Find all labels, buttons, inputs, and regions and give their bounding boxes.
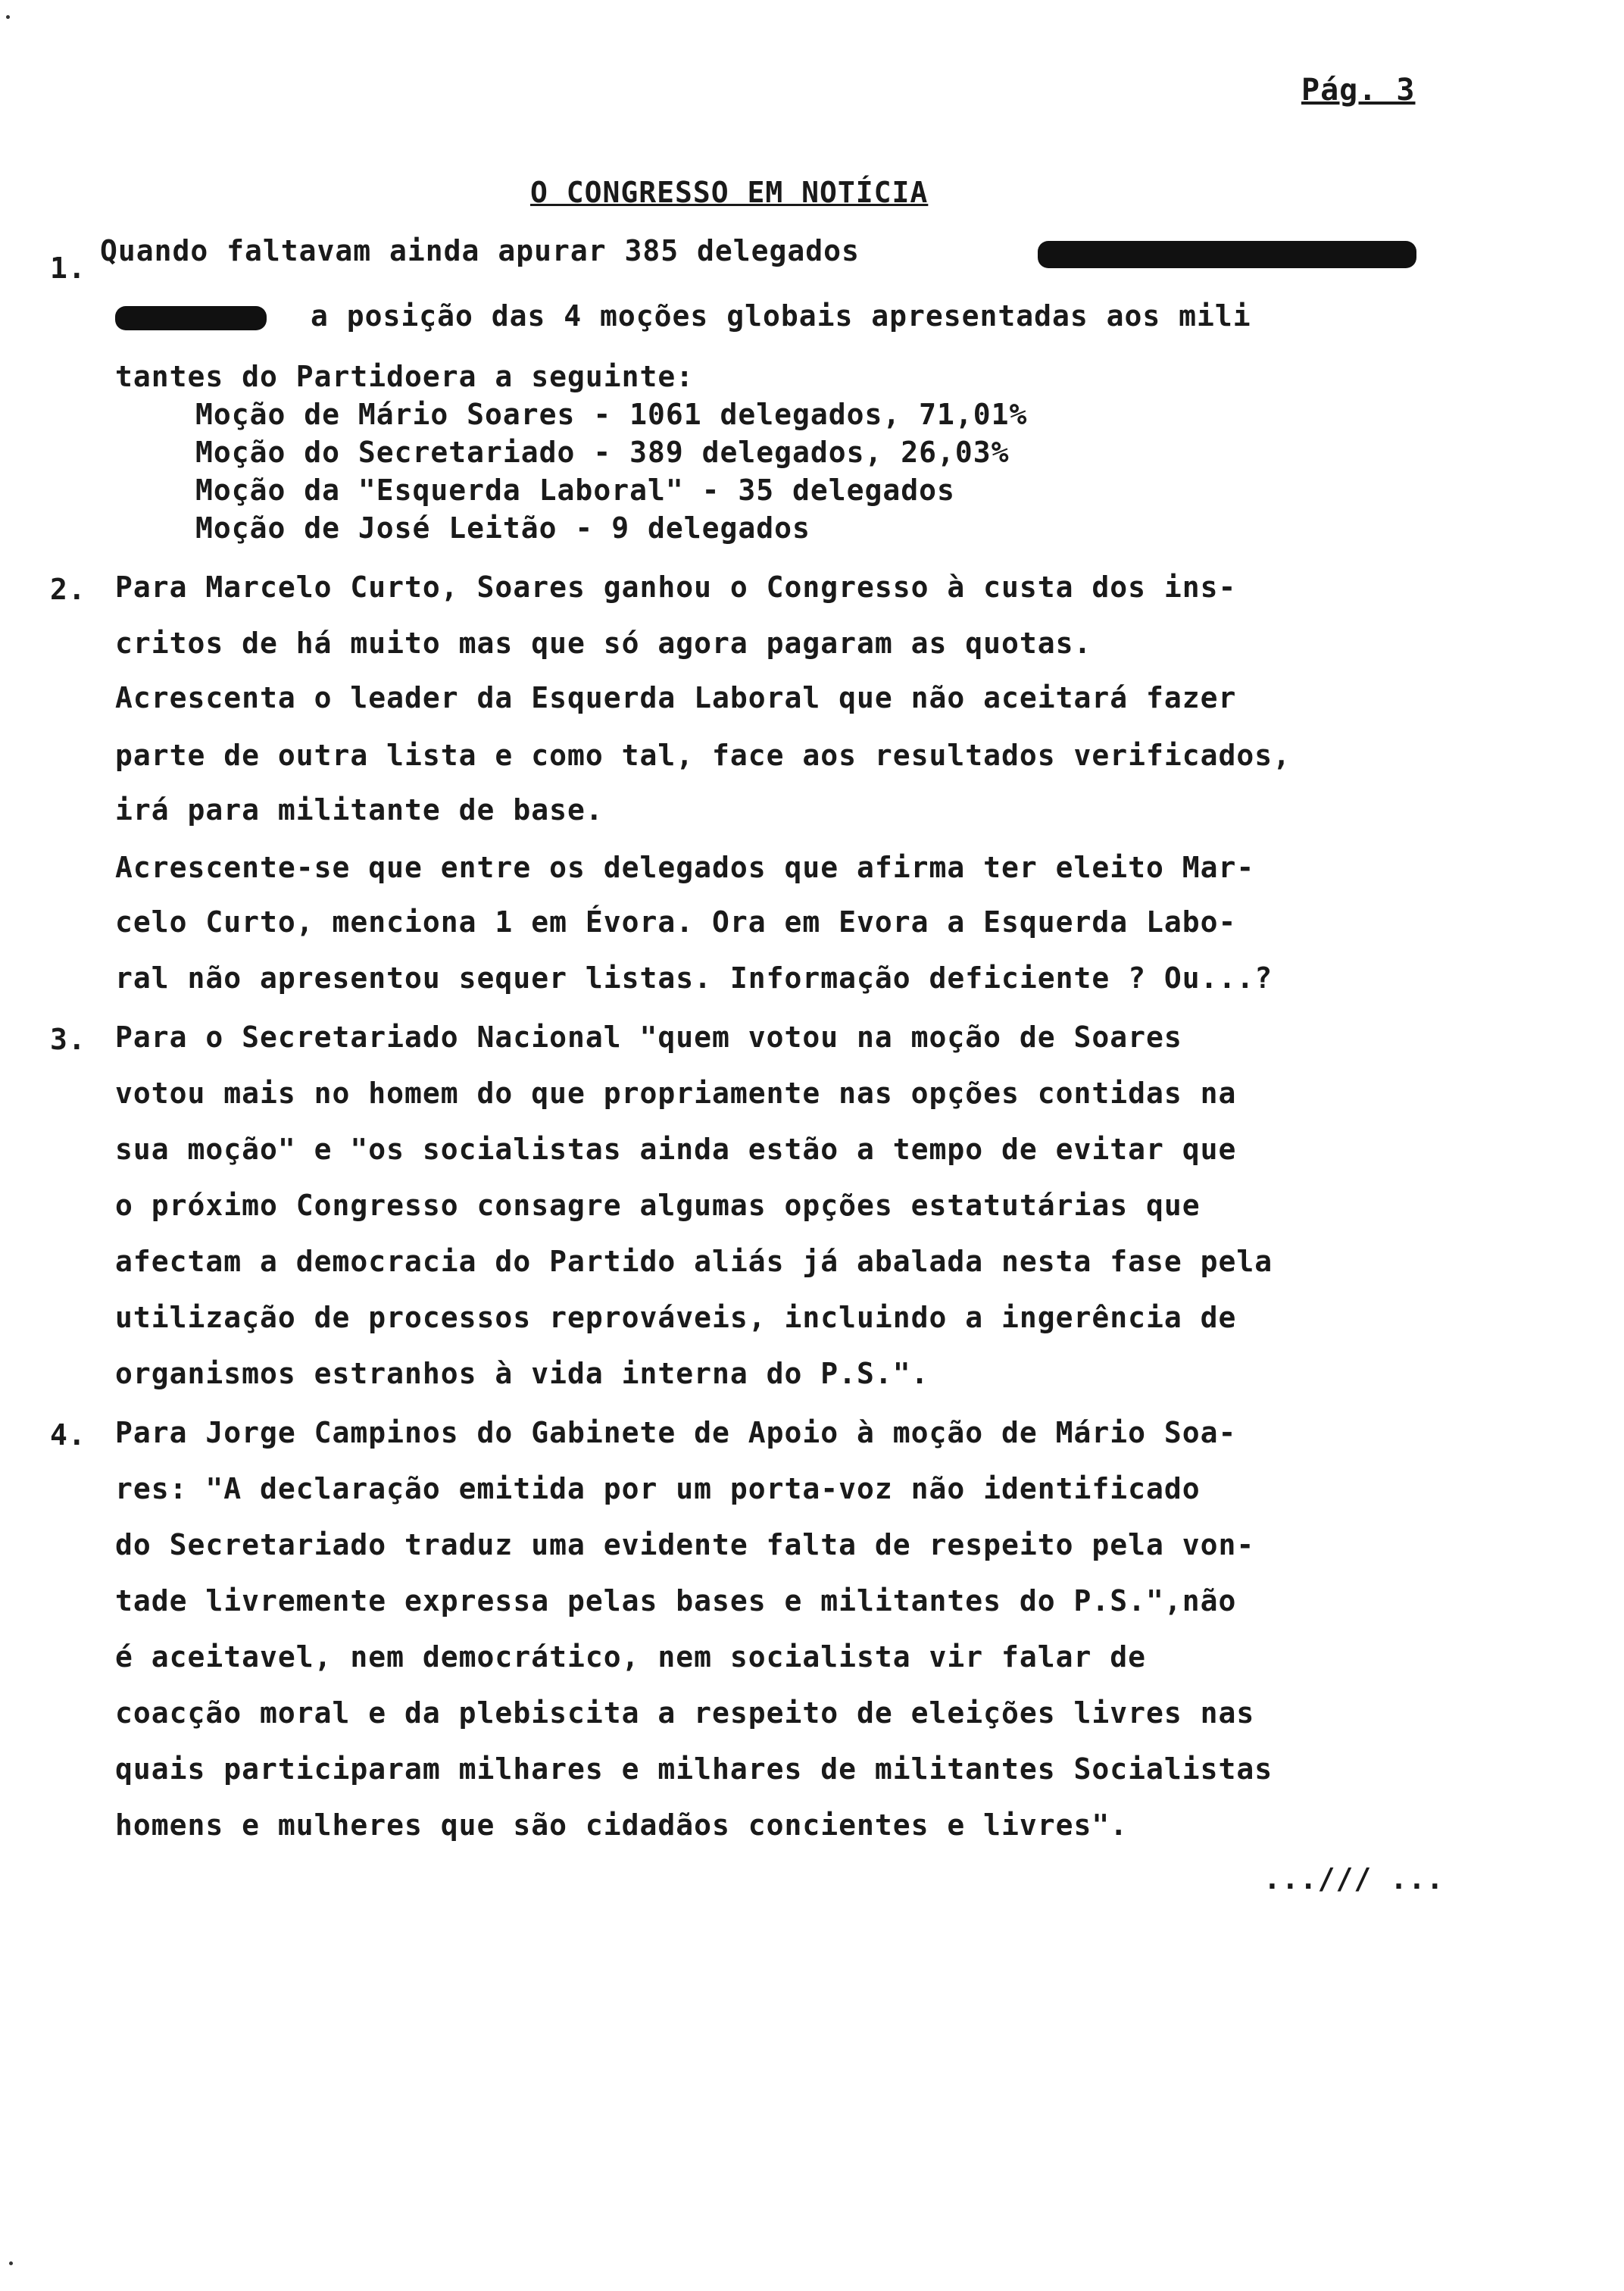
- redaction-bar: [1038, 241, 1416, 268]
- item-line: a posição das 4 moções globais apresentadas aos mili: [311, 299, 1251, 333]
- item-line: Acrescente-se que entre os delegados que afirma ter eleito Mar-: [115, 851, 1255, 884]
- item-line: Quando faltavam ainda apurar 385 delegados: [100, 234, 860, 267]
- item-line: Para o Secretariado Nacional "quem votou na moção de Soares: [115, 1020, 1182, 1054]
- page-number: Pág. 3: [1301, 73, 1416, 108]
- item-line: Para Jorge Campinos do Gabinete de Apoio à moção de Mário Soa-: [115, 1416, 1237, 1449]
- document-title: O CONGRESSO EM NOTÍCIA: [530, 176, 929, 209]
- item-line: votou mais no homem do que propriamente nas opções contidas na: [115, 1077, 1237, 1110]
- item-line: do Secretariado traduz uma evidente falta de respeito pela von-: [115, 1528, 1255, 1561]
- motion-result: Moção de Mário Soares - 1061 delegados, 71,01%: [195, 398, 1028, 431]
- motion-result: Moção de José Leitão - 9 delegados: [195, 511, 810, 545]
- item-line: tade livremente expressa pelas bases e militantes do P.S.",não: [115, 1584, 1237, 1617]
- motion-result: Moção do Secretariado - 389 delegados, 26,03%: [195, 436, 1010, 469]
- item-line: organismos estranhos à vida interna do P.S.".: [115, 1357, 929, 1390]
- item-line: coacção moral e da plebiscita a respeito de eleições livres nas: [115, 1696, 1255, 1730]
- scan-speck: [9, 2261, 13, 2265]
- item-number: 1.: [50, 252, 86, 285]
- scan-speck: [6, 15, 10, 19]
- item-line: ral não apresentou sequer listas. Informação deficiente ? Ou...?: [115, 961, 1273, 995]
- closing-mark: .../// ...: [1263, 1862, 1444, 1896]
- item-line: afectam a democracia do Partido aliás já abalada nesta fase pela: [115, 1245, 1273, 1278]
- item-number: 3.: [50, 1023, 86, 1056]
- item-line: quais participaram milhares e milhares de militantes Socialistas: [115, 1752, 1273, 1786]
- item-line: critos de há muito mas que só agora pagaram as quotas.: [115, 627, 1092, 660]
- item-line: res: "A declaração emitida por um porta-voz não identificado: [115, 1472, 1201, 1505]
- item-number: 2.: [50, 573, 86, 606]
- motion-result: Moção da "Esquerda Laboral" - 35 delegados: [195, 474, 955, 507]
- item-line: utilização de processos reprováveis, incluindo a ingerência de: [115, 1301, 1237, 1334]
- item-line: parte de outra lista e como tal, face aos resultados verificados,: [115, 739, 1291, 772]
- item-line: irá para militante de base.: [115, 793, 604, 827]
- item-number: 4.: [50, 1418, 86, 1452]
- item-line: homens e mulheres que são cidadãos concientes e livres".: [115, 1808, 1129, 1842]
- item-line: é aceitavel, nem democrático, nem socialista vir falar de: [115, 1640, 1147, 1674]
- redaction-bar: [115, 306, 267, 330]
- item-line: Acrescenta o leader da Esquerda Laboral que não aceitará fazer: [115, 681, 1237, 714]
- item-line: Para Marcelo Curto, Soares ganhou o Congresso à custa dos ins-: [115, 570, 1237, 604]
- item-line: celo Curto, menciona 1 em Évora. Ora em Evora a Esquerda Labo-: [115, 905, 1237, 939]
- item-line: o próximo Congresso consagre algumas opções estatutárias que: [115, 1189, 1201, 1222]
- item-line: sua moção" e "os socialistas ainda estão a tempo de evitar que: [115, 1133, 1237, 1166]
- item-line: tantes do Partidoera a seguinte:: [115, 360, 695, 393]
